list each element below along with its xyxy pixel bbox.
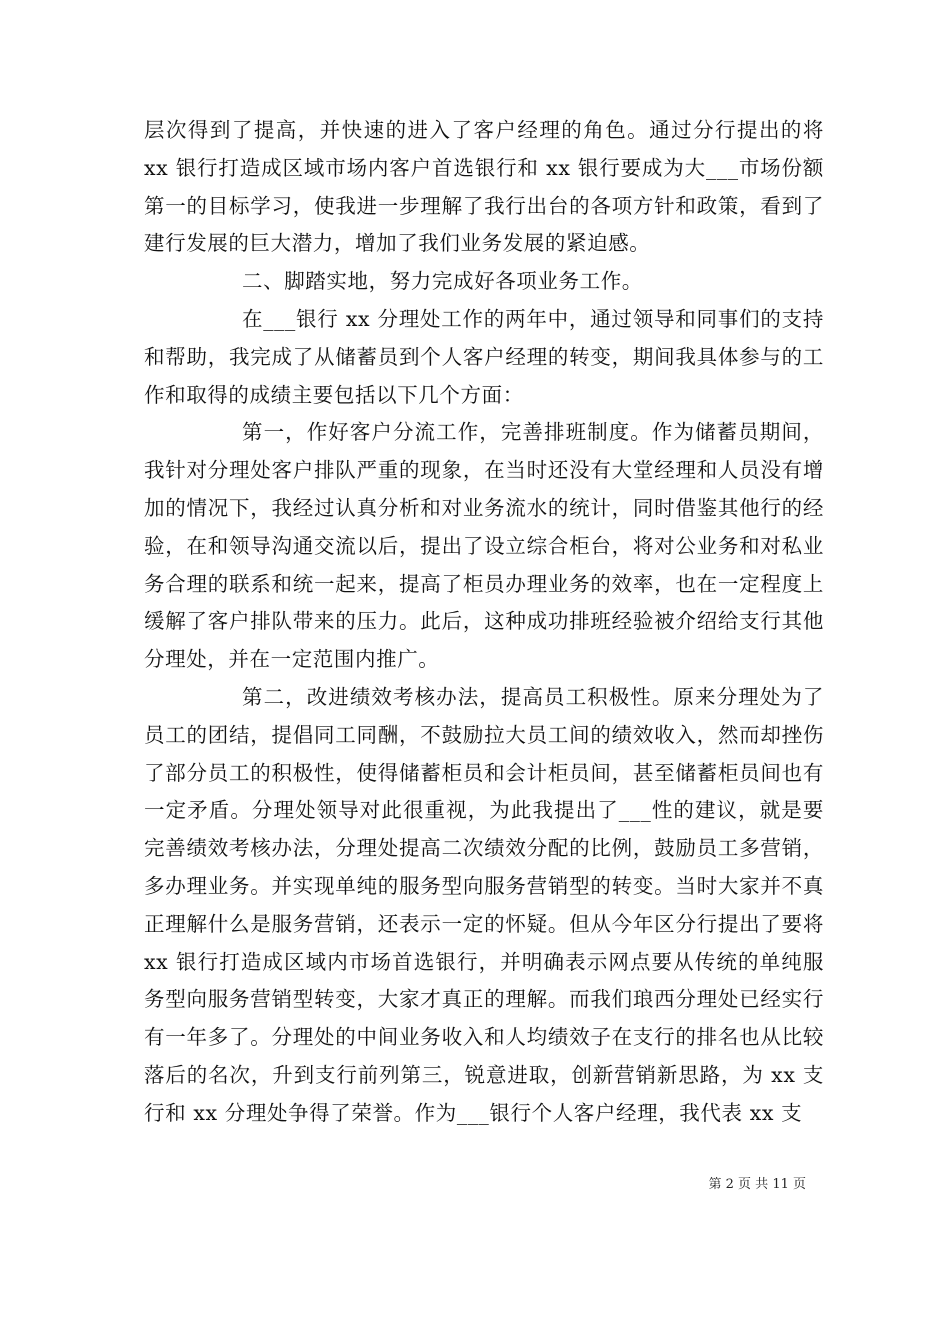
page-number-footer: 第 2 页 共 11 页 (708, 1177, 806, 1192)
paragraph-first-point: 第一，作好客户分流工作，完善排班制度。作为储蓄员期间，我针对分理处客户排队严重的现象，在当时还没有大堂经理和人员没有增加的情况下，我经过认真分析和对业务流水的统计，同时借鉴其他行的经验，在和领导沟通交流以后，提出了设立综合柜台，将对公业务和对私业务合理的联系和统一起来，提高了柜员办理业务的效率，也在一定程度上缓解了客户排队带来的压力。此后，这种成功排班经验被介绍给支行其他分理处，并在一定范围内推广。 (144, 420, 824, 672)
section-heading: 二、脚踏实地，努力完成好各项业务工作。 (242, 269, 643, 294)
paragraph-continuation: 层次得到了提高，并快速的进入了客户经理的角色。通过分行提出的将 xx 银行打造成区域市场内客户首选银行和 xx 银行要成为大___市场份额第一的目标学习，使我进一步理解了我行出台的各项方针和政策，看到了建行发展的巨大潜力，增加了我们业务发展的紧迫感。 (144, 118, 824, 256)
paragraph-intro: 在___银行 xx 分理处工作的两年中，通过领导和同事们的支持和帮助，我完成了从储蓄员到个人客户经理的转变，期间我具体参与的工作和取得的成绩主要包括以下几个方面： (144, 306, 824, 407)
document-body (144, 112, 824, 1133)
paragraph-second-point: 第二，改进绩效考核办法，提高员工积极性。原来分理处为了员工的团结，提倡同工同酬，不鼓励拉大员工间的绩效收入，然而却挫伤了部分员工的积极性，使得储蓄柜员和会计柜员间，甚至储蓄柜员间也有一定矛盾。分理处领导对此很重视，为此我提出了___性的建议，就是要完善绩效考核办法，分理处提高二次绩效分配的比例，鼓励员工多营销，多办理业务。并实现单纯的服务型向服务营销型的转变。当时大家并不真正理解什么是服务营销，还表示一定的怀疑。但从今年区分行提出了要将 xx 银行打造成区域内市场首选银行，并明确表示网点要从传统的单纯服务型向服务营销型转变，大家才真正的理解。而我们琅西分理处已经实行有一年多了。分理处的中间业务收入和人均绩效子在支行的排名也从比较落后的名次，升到支行前列第三，锐意进取，创新营销新思路，为 xx 支行和 xx 分理处争得了荣誉。作为___银行个人客户经理，我代表 xx 支 (144, 684, 824, 1125)
